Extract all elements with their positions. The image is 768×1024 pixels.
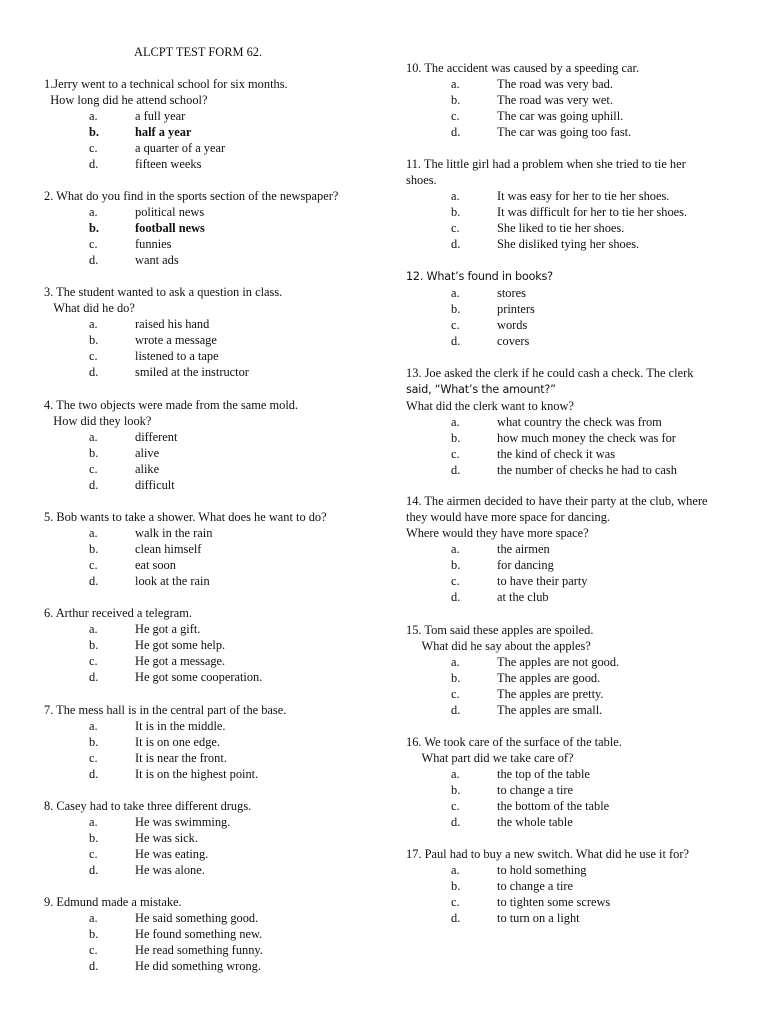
answer-option [406, 188, 736, 204]
question-stem: 16. We took care of the surface of the table. What part did we take care of? [406, 735, 622, 765]
question-stem: 1.Jerry went to a technical school for six months. How long did he attend school? [44, 77, 288, 107]
option-letter: a. [89, 430, 98, 444]
option-text: eat soon [135, 558, 176, 572]
answer-option [44, 108, 374, 124]
option-text: the top of the table [497, 767, 590, 781]
option-letter: c. [451, 221, 460, 235]
option-text: look at the rain [135, 574, 210, 588]
answer-option [406, 798, 736, 814]
option-letter: a. [89, 526, 98, 540]
question-stem: 10. The accident was caused by a speeding car. [406, 61, 640, 75]
answer-option [44, 220, 374, 236]
option-text: raised his hand [135, 317, 210, 331]
question-stem: 12. What’s found in books? [406, 270, 553, 283]
option-letter: a. [451, 767, 460, 781]
option-text: The car was going uphill. [497, 109, 624, 123]
option-text: difficult [135, 478, 175, 492]
option-text: The apples are pretty. [497, 687, 604, 701]
option-letter: c. [451, 574, 460, 588]
option-letter: d. [89, 365, 99, 379]
option-letter: b. [89, 638, 99, 652]
option-text: the whole table [497, 815, 573, 829]
option-letter: a. [89, 911, 98, 925]
option-text: smiled at the instructor [135, 365, 249, 379]
option-letter: b. [89, 735, 99, 749]
answer-option [406, 76, 736, 92]
answer-option [406, 766, 736, 782]
document-title: ALCPT TEST FORM 62. [134, 45, 263, 59]
option-letter: d. [451, 334, 461, 348]
answer-option [406, 446, 736, 462]
answer-option [44, 830, 374, 846]
answer-option [44, 669, 374, 685]
option-letter: a. [89, 719, 98, 733]
question-stem: 11. The little girl had a problem when she tried to tie her shoes. [406, 157, 686, 187]
question-2 [44, 188, 374, 268]
answer-option [44, 942, 374, 958]
option-letter: c. [89, 751, 98, 765]
question-stem: 6. Arthur received a telegram. [44, 606, 192, 620]
option-text: listened to a tape [135, 349, 219, 363]
option-text: He did something wrong. [135, 959, 261, 973]
option-text: He got some help. [135, 638, 226, 652]
option-text: He was eating. [135, 847, 209, 861]
question-6 [44, 605, 374, 685]
question-4 [44, 397, 374, 493]
option-letter: a. [451, 77, 460, 91]
answer-option [44, 958, 374, 974]
option-text: The car was going too fast. [497, 125, 632, 139]
option-text: alike [135, 462, 160, 476]
answer-option [406, 108, 736, 124]
option-letter: d. [89, 253, 99, 267]
option-text: It is on one edge. [135, 735, 220, 749]
option-letter: a. [451, 189, 460, 203]
question-stem: 3. The student wanted to ask a question in class. What did he do? [44, 285, 283, 315]
option-text: to turn on a light [497, 911, 580, 925]
answer-option [406, 414, 736, 430]
question-stem: 2. What do you find in the sports section of the newspaper? [44, 189, 339, 203]
option-letter: c. [451, 799, 460, 813]
answer-option [406, 462, 736, 478]
option-letter: c. [89, 847, 98, 861]
option-text: He got a message. [135, 654, 226, 668]
option-letter: b. [451, 671, 461, 685]
option-letter: b. [89, 542, 99, 556]
option-letter: c. [89, 141, 98, 155]
question-5 [44, 509, 374, 589]
answer-option [44, 734, 374, 750]
option-letter: d. [451, 590, 461, 604]
question-1 [44, 76, 374, 172]
answer-option [406, 301, 736, 317]
option-text: political news [135, 205, 205, 219]
question-16 [406, 734, 736, 830]
option-letter: c. [89, 237, 98, 251]
question-stem: 9. Edmund made a mistake. [44, 895, 182, 909]
answer-option [44, 926, 374, 942]
option-letter: c. [89, 943, 98, 957]
option-text: for dancing [497, 558, 554, 572]
answer-option [44, 557, 374, 573]
option-text: a quarter of a year [135, 141, 226, 155]
question-stem: 8. Casey had to take three different drugs. [44, 799, 252, 813]
option-text: funnies [135, 237, 172, 251]
option-letter: c. [451, 687, 460, 701]
answer-option [406, 317, 736, 333]
answer-option [44, 541, 374, 557]
option-text: It is on the highest point. [135, 767, 259, 781]
option-letter: a. [89, 317, 98, 331]
option-text: It is in the middle. [135, 719, 226, 733]
option-text: to change a tire [497, 879, 574, 893]
answer-option [406, 878, 736, 894]
answer-option [44, 718, 374, 734]
option-letter: a. [89, 622, 98, 636]
option-text: printers [497, 302, 535, 316]
option-letter: d. [89, 478, 99, 492]
option-text: The apples are small. [497, 703, 603, 717]
option-letter: d. [89, 670, 99, 684]
answer-option [44, 766, 374, 782]
question-stem: 14. The airmen decided to have their party at the club, where they would have more space for dancing. Where would they have more space? [406, 494, 708, 540]
answer-option [44, 477, 374, 493]
answer-option [44, 140, 374, 156]
option-letter: a. [89, 109, 98, 123]
answer-option [406, 285, 736, 301]
answer-option [44, 252, 374, 268]
question-12 [406, 268, 736, 349]
option-letter: d. [451, 463, 461, 477]
answer-option [406, 204, 736, 220]
option-text: The apples are good. [497, 671, 601, 685]
option-letter: c. [451, 895, 460, 909]
option-text: alive [135, 446, 160, 460]
question-8 [44, 798, 374, 878]
option-letter: b. [451, 879, 461, 893]
question-11 [406, 156, 736, 252]
option-letter: b. [89, 333, 99, 347]
option-text: football news [135, 221, 205, 235]
answer-option [44, 429, 374, 445]
answer-option [406, 670, 736, 686]
option-text: He found something new. [135, 927, 263, 941]
answer-option [44, 156, 374, 172]
option-text: It was difficult for her to tie her shoes. [497, 205, 688, 219]
option-letter: b. [89, 221, 99, 235]
option-letter: b. [89, 927, 99, 941]
option-letter: a. [451, 415, 460, 429]
option-text: The road was very bad. [497, 77, 613, 91]
question-15 [406, 622, 736, 718]
option-letter: c. [89, 462, 98, 476]
answer-option [406, 333, 736, 349]
option-text: how much money the check was for [497, 431, 676, 445]
question-7 [44, 702, 374, 782]
option-text: at the club [497, 590, 549, 604]
option-letter: d. [451, 815, 461, 829]
option-letter: c. [89, 654, 98, 668]
answer-option [44, 573, 374, 589]
question-13 [406, 365, 736, 478]
option-letter: b. [451, 431, 461, 445]
option-text: to hold something [497, 863, 587, 877]
option-text: half a year [135, 125, 192, 139]
option-letter: b. [451, 302, 461, 316]
option-text: to have their party [497, 574, 588, 588]
option-text: The apples are not good. [497, 655, 620, 669]
option-text: different [135, 430, 178, 444]
option-text: the bottom of the table [497, 799, 610, 813]
option-text: the airmen [497, 542, 550, 556]
option-text: the number of checks he had to cash [497, 463, 677, 477]
answer-option [44, 637, 374, 653]
option-text: The road was very wet. [497, 93, 613, 107]
answer-option [406, 124, 736, 140]
answer-option [406, 686, 736, 702]
answer-option [406, 894, 736, 910]
option-letter: a. [451, 863, 460, 877]
option-letter: d. [89, 574, 99, 588]
option-text: He said something good. [135, 911, 259, 925]
option-text: It is near the front. [135, 751, 227, 765]
question-stem: 7. The mess hall is in the central part of the base. [44, 703, 287, 717]
answer-option [406, 557, 736, 573]
question-stem: 13. Joe asked the clerk if he could cash a check. The clerk said, “What’s the amount?” What did the clerk want to know? [406, 366, 694, 413]
option-letter: a. [451, 542, 460, 556]
option-text: to change a tire [497, 783, 574, 797]
answer-option [44, 750, 374, 766]
option-text: walk in the rain [135, 526, 213, 540]
question-17 [406, 846, 736, 926]
option-text: He was alone. [135, 863, 205, 877]
option-letter: d. [89, 767, 99, 781]
option-text: He got some cooperation. [135, 670, 263, 684]
option-letter: c. [451, 447, 460, 461]
answer-option [44, 910, 374, 926]
answer-option [44, 653, 374, 669]
question-stem: 5. Bob wants to take a shower. What does he want to do? [44, 510, 327, 524]
option-text: fifteen weeks [135, 157, 202, 171]
question-14 [406, 493, 736, 605]
option-text: words [497, 318, 528, 332]
option-text: to tighten some screws [497, 895, 611, 909]
option-letter: d. [89, 863, 99, 877]
option-text: stores [497, 286, 526, 300]
answer-option [406, 862, 736, 878]
option-letter: b. [451, 558, 461, 572]
option-text: clean himself [135, 542, 202, 556]
option-letter: c. [89, 349, 98, 363]
question-9 [44, 894, 374, 974]
answer-option [44, 445, 374, 461]
option-letter: a. [89, 205, 98, 219]
option-text: wrote a message [135, 333, 217, 347]
answer-option [44, 124, 374, 140]
option-text: He was sick. [135, 831, 198, 845]
option-letter: a. [451, 286, 460, 300]
answer-option [406, 573, 736, 589]
answer-option [406, 430, 736, 446]
question-stem: 15. Tom said these apples are spoiled. What did he say about the apples? [406, 623, 594, 653]
answer-option [406, 236, 736, 252]
option-text: what country the check was from [497, 415, 662, 429]
answer-option [44, 364, 374, 380]
answer-option [44, 316, 374, 332]
option-letter: d. [451, 237, 461, 251]
answer-option [44, 525, 374, 541]
answer-option [406, 541, 736, 557]
answer-option [406, 220, 736, 236]
answer-option [44, 461, 374, 477]
answer-option [406, 702, 736, 718]
question-10 [406, 60, 736, 140]
answer-option [44, 862, 374, 878]
option-text: He was swimming. [135, 815, 231, 829]
question-stem: 17. Paul had to buy a new switch. What did he use it for? [406, 847, 689, 861]
option-text: covers [497, 334, 530, 348]
option-text: She disliked tying her shoes. [497, 237, 640, 251]
answer-option [44, 814, 374, 830]
option-letter: c. [89, 558, 98, 572]
option-text: He read something funny. [135, 943, 263, 957]
answer-option [406, 910, 736, 926]
option-letter: b. [89, 831, 99, 845]
question-3 [44, 284, 374, 380]
option-letter: d. [89, 959, 99, 973]
option-letter: d. [451, 125, 461, 139]
answer-option [44, 204, 374, 220]
answer-option [44, 332, 374, 348]
question-stem: 4. The two objects were made from the same mold. How did they look? [44, 398, 299, 428]
option-text: want ads [135, 253, 179, 267]
option-letter: d. [89, 157, 99, 171]
answer-option [406, 589, 736, 605]
option-letter: a. [89, 815, 98, 829]
option-letter: c. [451, 109, 460, 123]
option-letter: a. [451, 655, 460, 669]
answer-option [44, 348, 374, 364]
option-letter: c. [451, 318, 460, 332]
answer-option [406, 654, 736, 670]
answer-option [44, 846, 374, 862]
answer-option [406, 782, 736, 798]
option-letter: b. [89, 125, 99, 139]
option-letter: d. [451, 911, 461, 925]
option-letter: b. [451, 783, 461, 797]
answer-option [44, 236, 374, 252]
option-letter: d. [451, 703, 461, 717]
option-text: He got a gift. [135, 622, 201, 636]
answer-option [406, 814, 736, 830]
option-letter: b. [451, 205, 461, 219]
option-text: the kind of check it was [497, 447, 616, 461]
option-text: It was easy for her to tie her shoes. [497, 189, 670, 203]
option-text: She liked to tie her shoes. [497, 221, 625, 235]
answer-option [44, 621, 374, 637]
option-letter: b. [451, 93, 461, 107]
option-text: a full year [135, 109, 186, 123]
answer-option [406, 92, 736, 108]
option-letter: b. [89, 446, 99, 460]
